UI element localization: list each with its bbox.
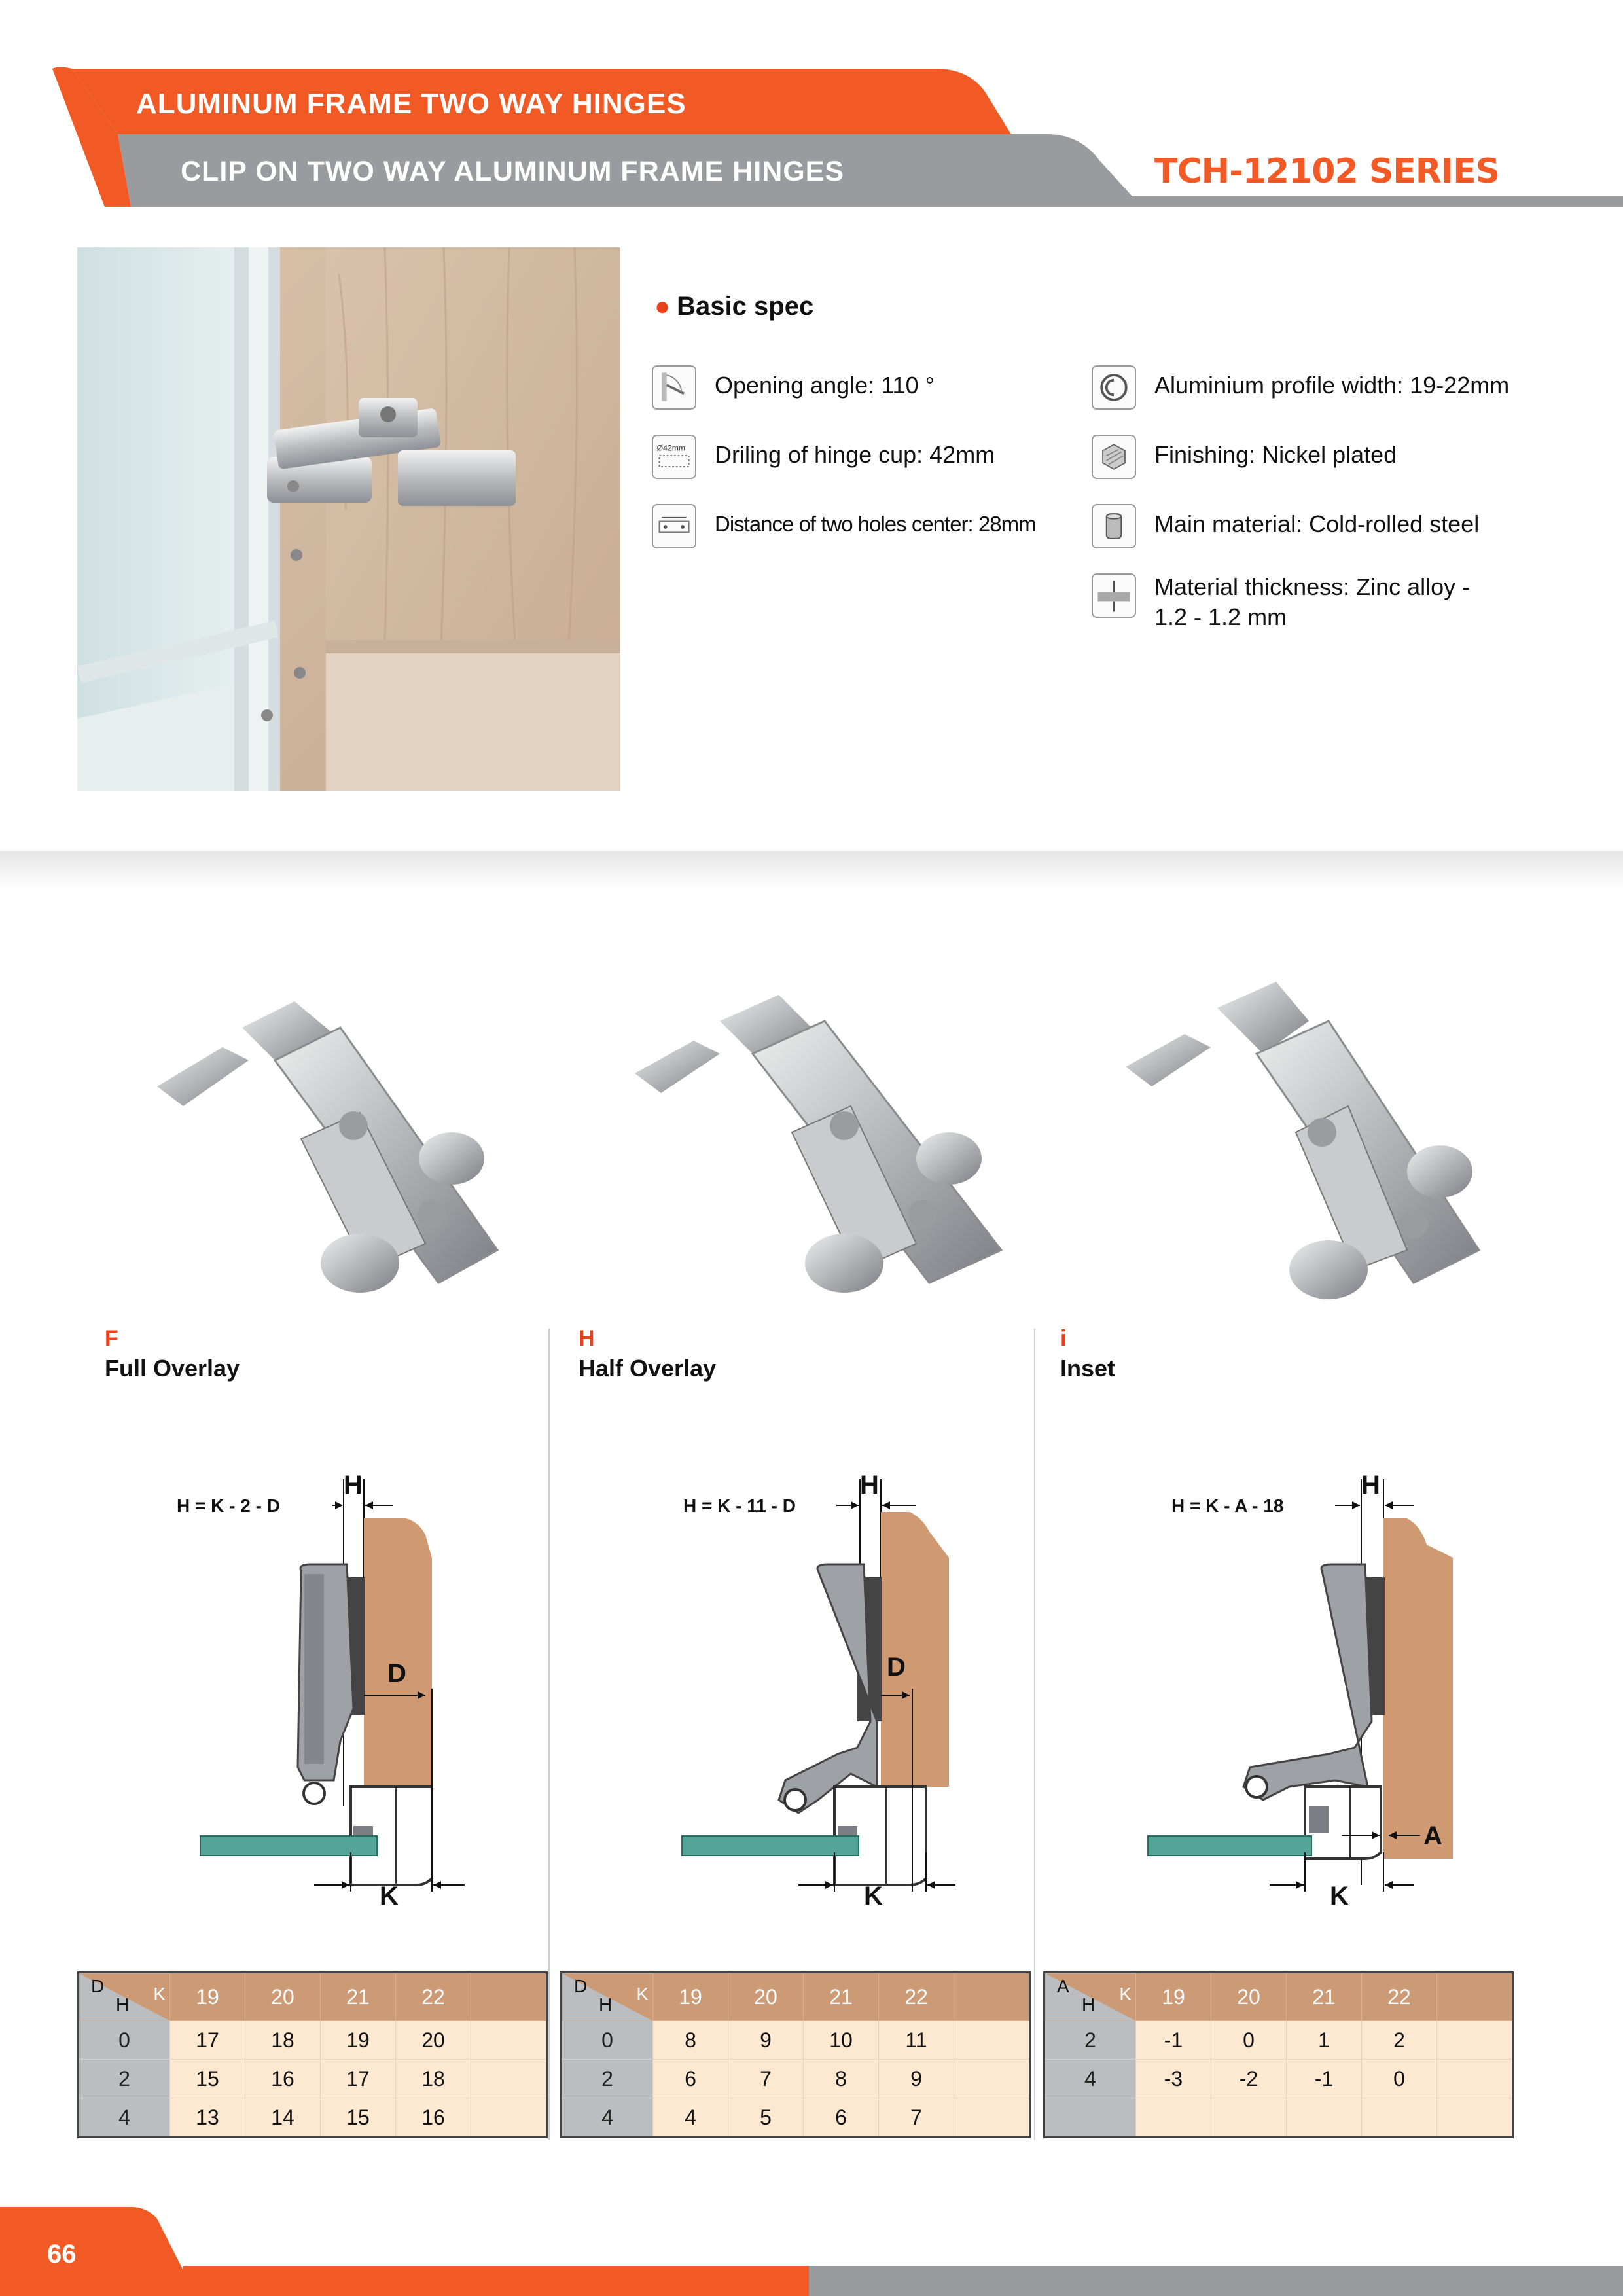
blank-cell — [1437, 1973, 1513, 2021]
series-label: TCH-12102 SERIES — [1154, 152, 1500, 191]
blank-cell — [1437, 2021, 1513, 2060]
section-name-inset: Inset — [1060, 1355, 1116, 1382]
h-value: 2 — [79, 2060, 170, 2098]
table-row — [562, 2021, 1030, 2060]
blank-cell — [471, 1973, 547, 2021]
table-cell — [1211, 2098, 1287, 2138]
bullet-dot-icon: ● — [654, 292, 671, 321]
blank-cell — [954, 1973, 1030, 2021]
blank-cell — [954, 2021, 1030, 2060]
table-cell: 4 — [653, 2098, 728, 2138]
section-letter-half-overlay: H — [579, 1326, 595, 1351]
k-value: 22 — [1362, 1973, 1437, 2021]
table-cell: -1 — [1287, 2060, 1362, 2098]
k-value: 21 — [1287, 1973, 1362, 2021]
hole-distance-icon — [652, 504, 696, 548]
table-cell: 14 — [245, 2098, 321, 2138]
hinge-cup-drill-icon — [652, 435, 696, 479]
spec-text: Aluminium profile width: 19-22mm — [1154, 372, 1510, 399]
table-cell: -1 — [1136, 2021, 1211, 2060]
table-full-overlay — [77, 1971, 548, 2138]
column-divider — [1034, 1329, 1035, 2140]
h-value: 2 — [1044, 2021, 1136, 2060]
table-cell: 15 — [170, 2060, 245, 2098]
formula: H = K - A - 18 — [1171, 1496, 1284, 1516]
spec-text — [1154, 567, 1470, 632]
h-value — [1044, 2098, 1136, 2138]
table-inset — [1043, 1971, 1514, 2138]
table-cell: 16 — [245, 2060, 321, 2098]
spec-hinge-cup — [652, 435, 995, 479]
table-cell: 15 — [321, 2098, 396, 2138]
spec-text-line1: Material thickness: Zinc alloy - — [1154, 573, 1471, 600]
table-cell: 16 — [396, 2098, 471, 2138]
table-cell: -3 — [1136, 2060, 1211, 2098]
footer-bar — [0, 2206, 1623, 2296]
table-half-overlay — [560, 1971, 1031, 2138]
page-number: 66 — [47, 2240, 77, 2269]
k-value: 19 — [1136, 1973, 1211, 2021]
icon-label: Ø42mm — [656, 443, 686, 453]
table-cell: 8 — [653, 2021, 728, 2060]
h-value: 0 — [562, 2021, 653, 2060]
material-icon — [1092, 504, 1136, 548]
table-cell: 0 — [1362, 2060, 1437, 2098]
spec-profile-width — [1092, 365, 1509, 410]
spec-material — [1092, 504, 1479, 548]
k-value: 20 — [1211, 1973, 1287, 2021]
corner-k: K — [636, 1984, 649, 2004]
table-header-row — [562, 1973, 1030, 2021]
hinge-image-half-overlay — [622, 982, 1014, 1316]
k-value: 21 — [804, 1973, 879, 2021]
table-cell: 20 — [396, 2021, 471, 2060]
spec-hole-distance — [652, 504, 1036, 548]
k-value: 19 — [653, 1973, 728, 2021]
label-d: D — [887, 1653, 906, 1681]
thickness-icon — [1092, 573, 1136, 618]
k-value: 20 — [728, 1973, 804, 2021]
table-cell: 5 — [728, 2098, 804, 2138]
spec-text: Main material: Cold-rolled steel — [1154, 511, 1480, 537]
table-cell: 6 — [653, 2060, 728, 2098]
table-cell: 0 — [1211, 2021, 1287, 2060]
corner-a: A — [1057, 1976, 1069, 1996]
table-cell: 19 — [321, 2021, 396, 2060]
table-cell: 18 — [396, 2060, 471, 2098]
section-divider — [0, 851, 1623, 890]
h-value: 2 — [562, 2060, 653, 2098]
table-header-row — [1044, 1973, 1513, 2021]
corner-h: H — [599, 1994, 613, 2015]
section-letter-inset: i — [1060, 1326, 1067, 1351]
spec-text: Distance of two holes center: 28mm — [715, 512, 1036, 536]
spec-opening-angle — [652, 365, 935, 410]
spec-thickness — [1092, 567, 1470, 632]
k-value: 22 — [879, 1973, 954, 2021]
spec-text: Driling of hinge cup: 42mm — [715, 441, 995, 468]
opening-angle-icon — [652, 365, 696, 410]
table-cell: 13 — [170, 2098, 245, 2138]
formula: H = K - 2 - D — [177, 1496, 280, 1516]
spec-title — [654, 292, 813, 321]
spec-text: Finishing: Nickel plated — [1154, 441, 1397, 468]
table-cell: 17 — [170, 2021, 245, 2060]
blank-cell — [471, 2098, 547, 2138]
table-cell: 6 — [804, 2098, 879, 2138]
hinge-image-inset — [1113, 975, 1505, 1322]
label-d: D — [387, 1659, 406, 1688]
section-name-full-overlay: Full Overlay — [105, 1355, 240, 1382]
section-letter-full-overlay: F — [105, 1326, 118, 1351]
label-h: H — [344, 1471, 363, 1499]
diagram-full-overlay — [157, 1460, 524, 1905]
table-row — [1044, 2098, 1513, 2138]
h-value: 4 — [79, 2098, 170, 2138]
footer-orange — [0, 2207, 196, 2296]
product-photo — [77, 247, 620, 791]
table-cell: 9 — [728, 2021, 804, 2060]
table-row — [562, 2098, 1030, 2138]
finishing-icon — [1092, 435, 1136, 479]
corner-d: D — [574, 1976, 588, 1996]
page-subtitle: CLIP ON TWO WAY ALUMINUM FRAME HINGES — [181, 156, 845, 187]
label-k: K — [864, 1882, 883, 1905]
label-a: A — [1423, 1821, 1442, 1850]
blank-cell — [1437, 2098, 1513, 2138]
table-cell: 1 — [1287, 2021, 1362, 2060]
table-cell: 17 — [321, 2060, 396, 2098]
label-h: H — [1361, 1471, 1380, 1499]
table-header-row — [79, 1973, 547, 2021]
corner-h: H — [116, 1994, 130, 2015]
table-corner — [562, 1973, 653, 2021]
table-cell: 18 — [245, 2021, 321, 2060]
diagram-inset — [1145, 1460, 1512, 1905]
table-row — [1044, 2060, 1513, 2098]
table-cell — [1136, 2098, 1211, 2138]
corner-k: K — [1119, 1984, 1132, 2004]
table-cell: 2 — [1362, 2021, 1437, 2060]
table-cell — [1287, 2098, 1362, 2138]
spec-title-text: Basic spec — [677, 292, 814, 321]
corner-d: D — [91, 1976, 105, 1996]
table-corner — [1044, 1973, 1136, 2021]
blank-cell — [954, 2060, 1030, 2098]
diagram-half-overlay — [661, 1460, 1027, 1905]
table-cell: 7 — [879, 2098, 954, 2138]
label-k: K — [380, 1882, 399, 1905]
corner-k: K — [153, 1984, 166, 2004]
table-cell: 11 — [879, 2021, 954, 2060]
label-k: K — [1330, 1882, 1349, 1905]
blank-cell — [954, 2098, 1030, 2138]
blank-cell — [471, 2060, 547, 2098]
blank-cell — [471, 2021, 547, 2060]
page-title: ALUMINUM FRAME TWO WAY HINGES — [136, 88, 687, 120]
h-value: 0 — [79, 2021, 170, 2060]
table-row — [79, 2021, 547, 2060]
label-h: H — [860, 1471, 879, 1499]
footer-gray — [809, 2266, 1623, 2296]
section-name-half-overlay: Half Overlay — [579, 1355, 717, 1382]
table-row — [562, 2060, 1030, 2098]
table-cell: -2 — [1211, 2060, 1287, 2098]
corner-h: H — [1082, 1994, 1096, 2015]
blank-cell — [1437, 2060, 1513, 2098]
column-divider — [548, 1329, 550, 2140]
k-value: 22 — [396, 1973, 471, 2021]
table-cell: 10 — [804, 2021, 879, 2060]
table-row — [79, 2098, 547, 2138]
formula: H = K - 11 - D — [683, 1496, 796, 1516]
hinge-image-full-overlay — [144, 988, 537, 1316]
h-value: 4 — [1044, 2060, 1136, 2098]
table-cell: 9 — [879, 2060, 954, 2098]
table-row — [1044, 2021, 1513, 2060]
spec-finishing — [1092, 435, 1397, 479]
k-value: 20 — [245, 1973, 321, 2021]
table-cell: 8 — [804, 2060, 879, 2098]
k-value: 21 — [321, 1973, 396, 2021]
table-row — [79, 2060, 547, 2098]
table-corner — [79, 1973, 170, 2021]
h-value: 4 — [562, 2098, 653, 2138]
profile-width-icon — [1092, 365, 1136, 410]
spec-text-line2: 1.2 - 1.2 mm — [1154, 603, 1287, 630]
k-value: 19 — [170, 1973, 245, 2021]
spec-text: Opening angle: 110 ° — [715, 372, 935, 399]
table-cell — [1362, 2098, 1437, 2138]
table-cell: 7 — [728, 2060, 804, 2098]
